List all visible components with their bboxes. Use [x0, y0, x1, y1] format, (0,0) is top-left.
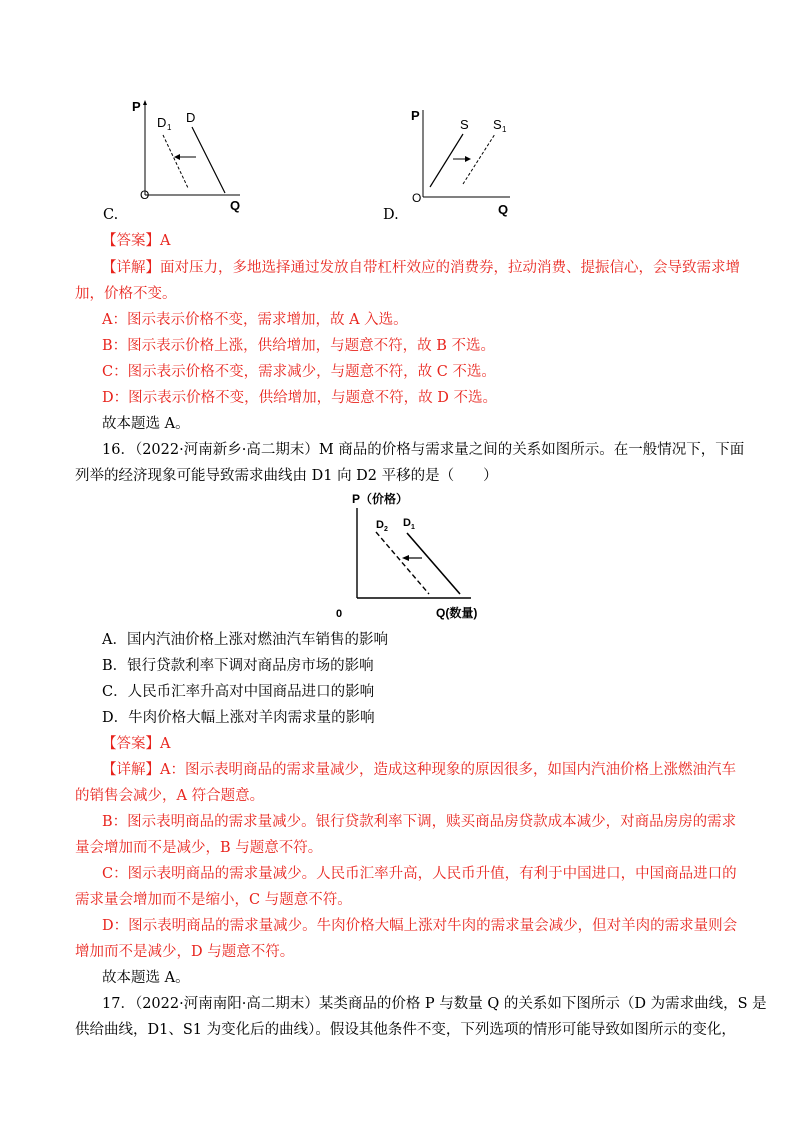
q16-detail-d1: D：图示表明商品的需求量减少。牛肉价格大幅上涨对牛肉的需求量会减少，但对羊肉的需求量则会	[102, 918, 738, 934]
graph-q16-d2-sub: 2	[384, 526, 388, 533]
q16-option-b: B．银行贷款利率下调对商品房市场的影响	[102, 658, 374, 674]
q15-detail-c: C：图示表示价格不变，需求减少，与题意不符，故 C 不选。	[102, 364, 496, 380]
graph-c-arrow	[174, 154, 196, 160]
graph-option-c	[130, 95, 260, 215]
graph-q16	[336, 490, 486, 625]
graph-q16-d1-sub: 1	[411, 524, 415, 531]
graph-q16-axes	[357, 508, 471, 598]
graph-q16-origin-label: 0	[336, 608, 343, 620]
graph-c-d1-label: D	[157, 115, 167, 130]
q16-conclusion: 故本题选 A。	[102, 970, 190, 986]
q16-detail-c2: 需求量会增加而不是缩小，C 与题意不符。	[75, 892, 352, 908]
graph-q16-arrow	[402, 555, 422, 561]
graph-q16-p-label: P（价格）	[352, 492, 409, 506]
q16-detail-c1: C：图示表明商品的需求量减少。人民币汇率升高，人民币升值，有利于中国进口，中国商品进口的	[102, 866, 737, 882]
graph-d-origin-label: O	[412, 191, 422, 205]
graph-q16-curve-d2	[376, 532, 429, 594]
q16-detail-a1: 【详解】A：图示表明商品的需求量减少，造成这种现象的原因很多，如国内汽油价格上涨燃油汽车	[102, 762, 736, 778]
q15-detail-d: D：图示表示价格不变，供给增加，与题意不符，故 D 不选。	[102, 390, 497, 406]
graph-c-d-label: D	[186, 110, 196, 125]
q15-detail-line2: 加，价格不变。	[75, 286, 177, 302]
graph-option-d	[405, 102, 525, 220]
graph-c-curve-d	[192, 127, 225, 193]
q16-option-d: D．牛肉价格大幅上涨对羊肉需求量的影响	[102, 710, 375, 726]
q16-answer	[102, 734, 170, 754]
q15-detail-b: B：图示表示价格上涨，供给增加，与题意不符，故 B 不选。	[102, 338, 496, 354]
graph-c-curve-d1	[163, 135, 188, 188]
q16-detail-b1: B：图示表明商品的需求量减少。银行贷款利率下调，赎买商品房贷款成本减少，对商品房房的需求	[102, 814, 737, 830]
q16-option-c: C．人民币汇率升高对中国商品进口的影响	[102, 684, 375, 700]
graph-d-arrow	[453, 156, 471, 162]
graph-d-s1-sub: 1	[502, 125, 507, 134]
graph-q16-q-label: Q(数量)	[436, 606, 478, 620]
graph-c-origin-label: O	[140, 188, 150, 202]
graph-q16-curve-d1	[407, 533, 460, 594]
q17-stem-line1: 17．（2022·河南南阳·高二期末）某类商品的价格 P 与数量 Q 的关系如下图所示（D 为需求曲线，S 是	[102, 996, 767, 1012]
q16-detail-b2: 量会增加而不是减少，B 与题意不符。	[75, 840, 323, 856]
answer-tag: 【答案】	[102, 233, 160, 249]
graph-d-s1-label: S	[493, 117, 502, 132]
q15-conclusion: 故本题选 A。	[102, 416, 190, 432]
graph-c-q-label: Q	[230, 198, 241, 213]
graph-d-curve-s	[430, 134, 463, 187]
graph-d-s-label: S	[460, 117, 469, 132]
graph-d-p-label: P	[411, 108, 420, 123]
option-c-label: C.	[103, 207, 119, 223]
option-d-label: D.	[383, 207, 399, 223]
answer-tag: 【答案】	[102, 736, 160, 752]
graph-q16-d1-label: D	[403, 517, 411, 529]
detail-tag: 【详解】	[102, 762, 160, 778]
q17-stem-line2: 供给曲线，D1、S1 为变化后的曲线）。假设其他条件不变，下列选项的情形可能导致如图所示的变化，	[75, 1022, 736, 1038]
graph-c-d1-sub: 1	[167, 123, 172, 132]
answer-value: A	[160, 233, 171, 249]
q16-detail-d2: 增加而不是减少，D 与题意不符。	[75, 944, 295, 960]
q15-detail-line1: 【详解】面对压力，多地选择通过发放自带杠杆效应的消费券，拉动消费、提振信心，会导致需求增	[102, 260, 740, 276]
graph-d-q-label: Q	[498, 202, 509, 217]
answer-value: A	[160, 736, 171, 752]
q15-detail-a: A：图示表示价格不变，需求增加，故 A 入选。	[102, 312, 408, 328]
q15-answer	[102, 231, 170, 251]
q16-detail-a2: 的销售会减少，A 符合题意。	[75, 788, 265, 804]
q16-stem-line2: 列举的经济现象可能导致需求曲线由 D1 向 D2 平移的是（ ）	[75, 468, 498, 484]
q16-stem-line1: 16．（2022·河南新乡·高二期末）M 商品的价格与需求量之间的关系如图所示。在一般情况下，下面	[102, 442, 745, 458]
detail-tag: 【详解】	[102, 260, 160, 276]
q16-option-a: A．国内汽油价格上涨对燃油汽车销售的影响	[102, 632, 388, 648]
graph-q16-d2-label: D	[376, 519, 384, 531]
graph-c-p-label: P	[132, 99, 141, 114]
